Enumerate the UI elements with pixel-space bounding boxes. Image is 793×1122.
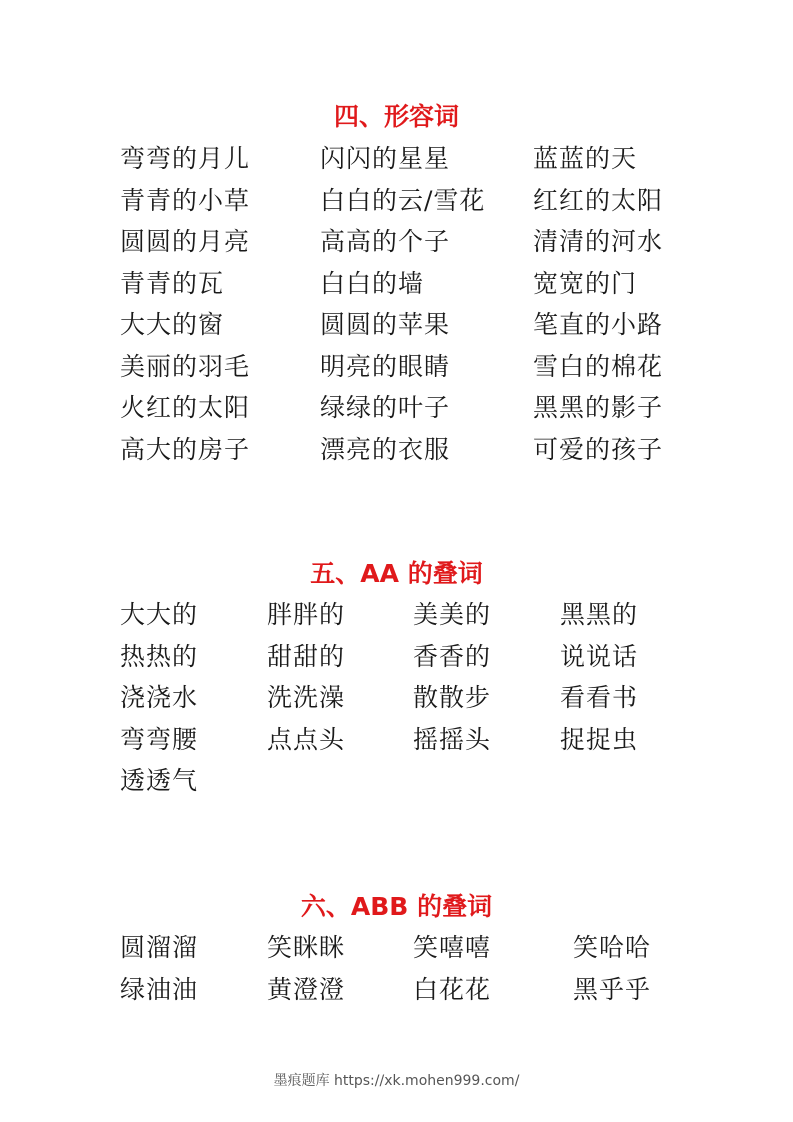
word-cell: 弯弯腰 (120, 725, 199, 754)
word-cell: 圆溜溜 (120, 933, 199, 962)
word-cell: 青青的瓦 (120, 269, 225, 298)
word-cell: 透透气 (120, 766, 199, 795)
word-cell: 摇摇头 (413, 725, 492, 754)
word-cell: 蓝蓝的天 (533, 144, 638, 173)
word-cell: 清清的河水 (533, 227, 664, 256)
word-cell: 弯弯的月儿 (120, 144, 251, 173)
word-cell: 大大的 (120, 600, 199, 629)
word-cell: 洗洗澡 (267, 683, 346, 712)
section-title-aa-words: 五、AA 的叠词 (310, 559, 483, 588)
word-cell: 笑眯眯 (267, 933, 346, 962)
word-cell: 白花花 (413, 975, 492, 1004)
word-cell: 美美的 (413, 600, 492, 629)
word-cell: 说说话 (560, 642, 639, 671)
word-cell: 红红的太阳 (533, 186, 664, 215)
word-cell: 黄澄澄 (267, 975, 346, 1004)
word-cell: 捉捉虫 (560, 725, 639, 754)
word-cell: 黑乎乎 (573, 975, 652, 1004)
word-cell: 高大的房子 (120, 435, 251, 464)
word-cell: 胖胖的 (267, 600, 346, 629)
word-cell: 黑黑的 (560, 600, 639, 629)
word-cell: 热热的 (120, 642, 199, 671)
word-cell: 高高的个子 (320, 227, 451, 256)
word-cell: 漂亮的衣服 (320, 435, 451, 464)
word-cell: 雪白的棉花 (533, 352, 664, 381)
word-cell: 点点头 (267, 725, 346, 754)
word-cell: 火红的太阳 (120, 393, 251, 422)
word-cell: 可爱的孩子 (533, 435, 664, 464)
word-cell: 圆圆的月亮 (120, 227, 251, 256)
word-cell: 美丽的羽毛 (120, 352, 251, 381)
word-cell: 笑哈哈 (573, 933, 652, 962)
word-cell: 黑黑的影子 (533, 393, 664, 422)
footer-source-text: 墨痕题库 https://xk.mohen999.com/ (273, 1073, 520, 1089)
word-cell: 散散步 (413, 683, 492, 712)
word-cell: 宽宽的门 (533, 269, 638, 298)
word-cell: 笔直的小路 (533, 310, 664, 339)
word-cell: 青青的小草 (120, 186, 251, 215)
word-cell: 香香的 (413, 642, 492, 671)
word-cell: 笑嘻嘻 (413, 933, 492, 962)
word-cell: 闪闪的星星 (320, 144, 451, 173)
word-cell: 绿绿的叶子 (320, 393, 451, 422)
section-title-abb-words: 六、ABB 的叠词 (300, 892, 493, 921)
word-cell: 浇浇水 (120, 683, 199, 712)
word-cell: 圆圆的苹果 (320, 310, 451, 339)
word-cell: 看看书 (560, 683, 639, 712)
word-cell: 大大的窗 (120, 310, 225, 339)
word-cell: 白白的云/雪花 (320, 186, 486, 215)
word-cell: 明亮的眼睛 (320, 352, 451, 381)
word-cell: 绿油油 (120, 975, 199, 1004)
word-cell: 甜甜的 (267, 642, 346, 671)
word-cell: 白白的墙 (320, 269, 425, 298)
section-title-adjectives: 四、形容词 (333, 102, 459, 131)
